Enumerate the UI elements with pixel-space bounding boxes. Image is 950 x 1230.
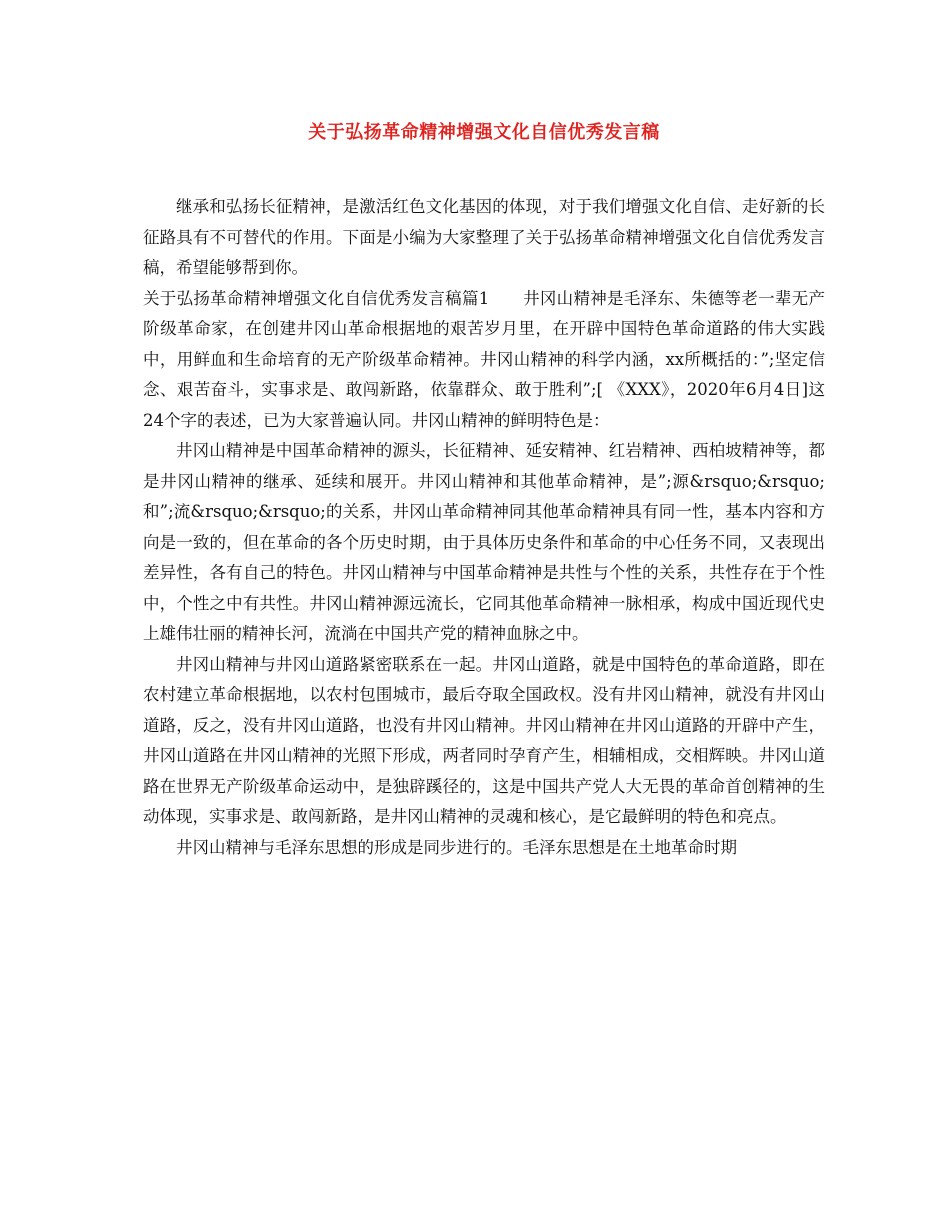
paragraph-section-1: 关于弘扬革命精神增强文化自信优秀发言稿篇1 井冈山精神是毛泽东、朱德等老一辈无产阶级革命家，在创建井冈山革命根据地的艰苦岁月里，在开辟中国特色革命道路的伟大实践中，用鲜血和生命培育的无产阶级革命精神。井冈山精神的科学内涵，xx所概括的：”;坚定信念、艰苦奋斗，实事求是、敢闯新路，依靠群众、敢于胜利”;[ 《XXX》，2020年6月4日]这24个字的表述，已为大家普遍认同。井冈山精神的鲜明特色是： xyxy=(143,288,825,430)
paragraph-thought: 井冈山精神与毛泽东思想的形成是同步进行的。毛泽东思想是在土地革命时期 xyxy=(176,837,737,857)
document-page xyxy=(143,118,825,863)
document-title: 关于弘扬革命精神增强文化自信优秀发言稿 xyxy=(308,122,660,143)
paragraph-road: 井冈山精神与井冈山道路紧密联系在一起。井冈山道路，就是中国特色的革命道路，即在农村建立革命根据地，以农村包围城市，最后夺取全国政权。没有井冈山精神，就没有井冈山道路，反之，没有井冈山道路，也没有井冈山精神。井冈山精神在井冈山道路的开辟中产生，井冈山道路在井冈山精神的光照下形成，两者同时孕育产生，相辅相成，交相辉映。井冈山道路在世界无产阶级革命运动中，是独辟蹊径的，这是中国共产党人大无畏的革命首创精神的生动体现，实事求是、敢闯新路，是井冈山精神的灵魂和核心，是它最鲜明的特色和亮点。 xyxy=(143,654,825,826)
paragraph-intro: 继承和弘扬长征精神，是激活红色文化基因的体现，对于我们增强文化自信、走好新的长征路具有不可替代的作用。下面是小编为大家整理了关于弘扬革命精神增强文化自信优秀发言稿，希望能够帮到你。 xyxy=(143,197,825,277)
paragraph-source: 井冈山精神是中国革命精神的源头，长征精神、延安精神、红岩精神、西柏坡精神等，都是井冈山精神的继承、延续和展开。井冈山精神和其他革命精神，是”;源&rsquo;&rsquo;和”;流&rsquo;&rsquo;的关系，井冈山革命精神同其他革命精神具有同一性，基本内容和方向是一致的，但在革命的各个历史时期，由于具体历史条件和革命的中心任务不同，又表现出差异性，各有自己的特色。井冈山精神与中国革命精神是共性与个性的关系，共性存在于个性中，个性之中有共性。井冈山精神源远流长，它同其他革命精神一脉相承，构成中国近现代史上雄伟壮丽的精神长河，流淌在中国共产党的精神血脉之中。 xyxy=(143,441,825,643)
